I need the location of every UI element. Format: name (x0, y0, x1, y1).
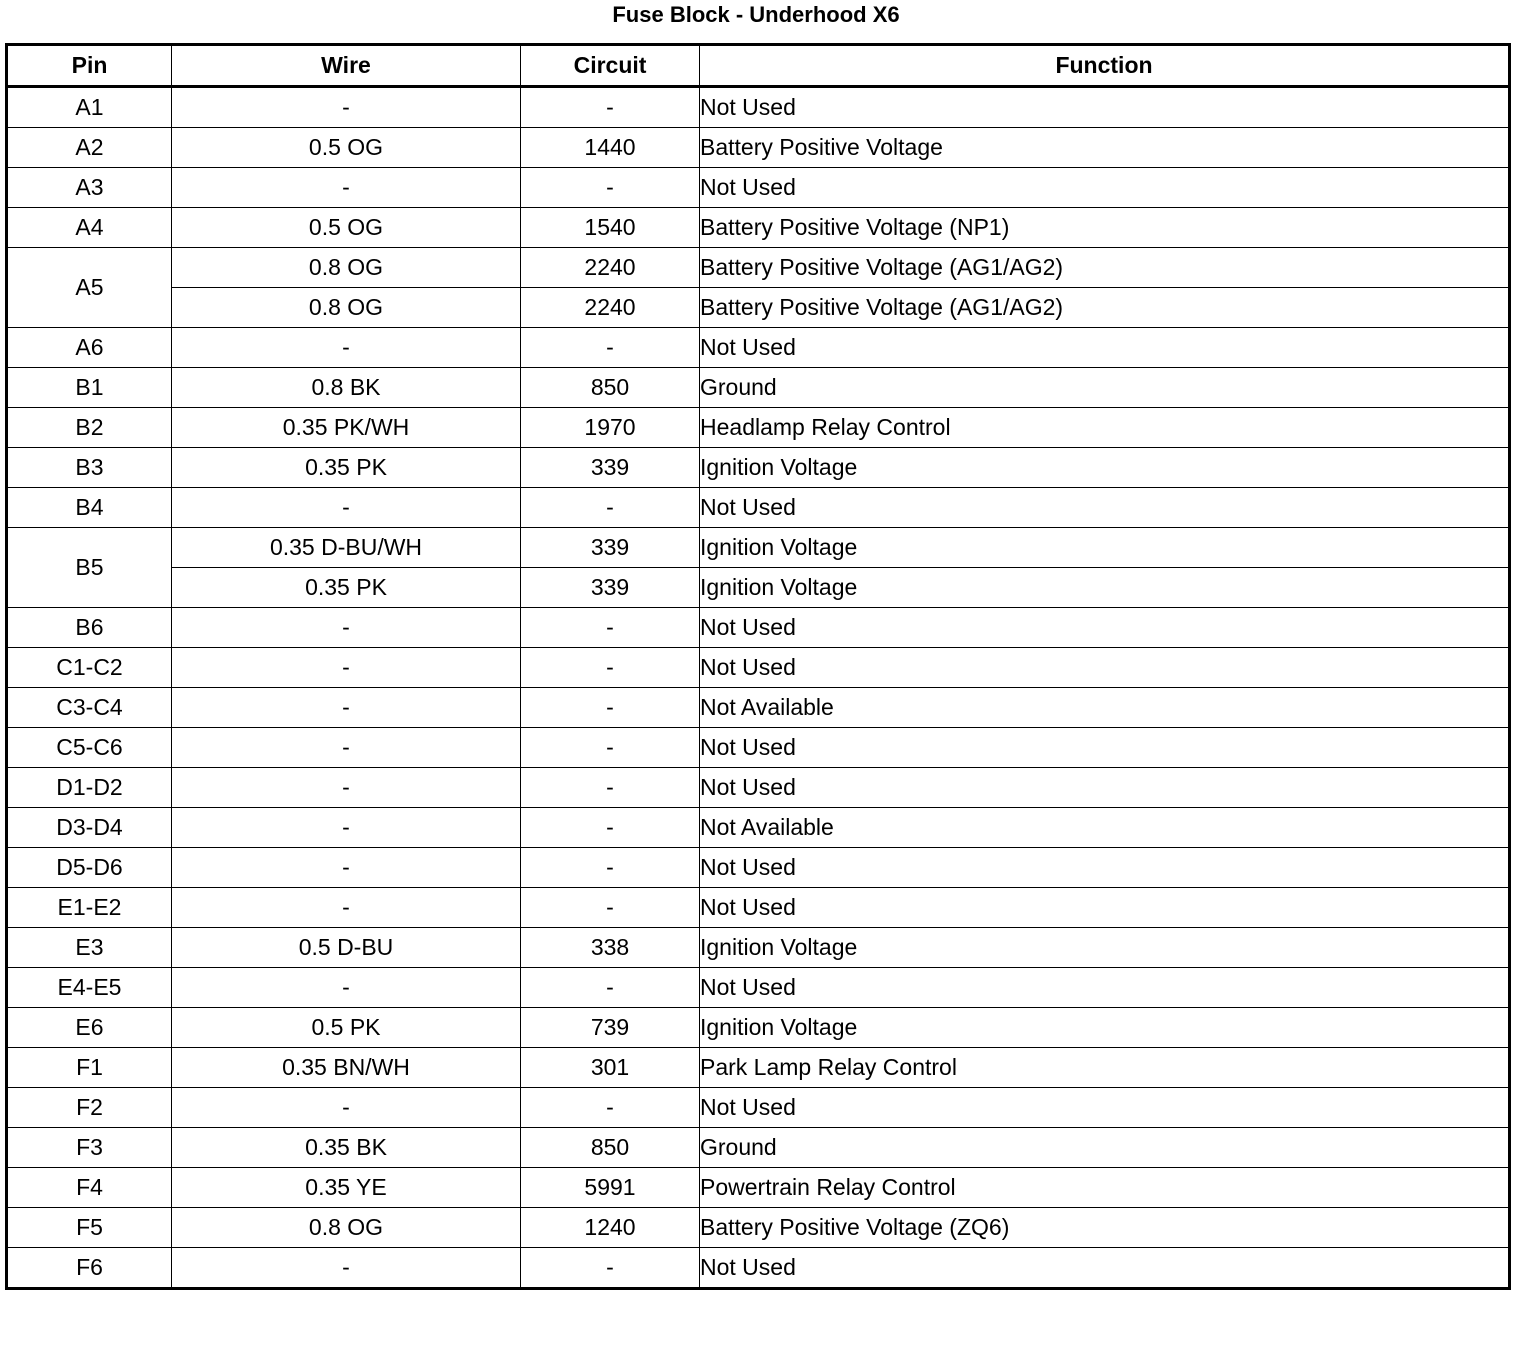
circuit-cell: - (521, 488, 700, 528)
wire-cell: 0.8 OG (172, 248, 521, 288)
pin-cell: C3-C4 (7, 688, 172, 728)
circuit-cell: - (521, 728, 700, 768)
function-cell: Battery Positive Voltage (AG1/AG2) (700, 248, 1510, 288)
wire-cell: 0.35 D-BU/WH (172, 528, 521, 568)
pin-cell: E6 (7, 1008, 172, 1048)
wire-cell: 0.5 OG (172, 208, 521, 248)
function-cell: Not Used (700, 888, 1510, 928)
circuit-cell: 2240 (521, 248, 700, 288)
function-cell: Not Used (700, 1088, 1510, 1128)
pin-cell: D1-D2 (7, 768, 172, 808)
circuit-cell: 301 (521, 1048, 700, 1088)
pin-cell: B5 (7, 528, 172, 608)
table-row (7, 568, 1510, 608)
pin-cell: B2 (7, 408, 172, 448)
table-row (7, 688, 1510, 728)
circuit-cell: 1440 (521, 128, 700, 168)
wire-cell: 0.5 PK (172, 1008, 521, 1048)
table-row (7, 808, 1510, 848)
function-cell: Not Available (700, 688, 1510, 728)
wire-cell: - (172, 848, 521, 888)
table-row (7, 168, 1510, 208)
circuit-cell: 1240 (521, 1208, 700, 1248)
function-cell: Not Used (700, 1248, 1510, 1289)
circuit-cell: 850 (521, 368, 700, 408)
wire-cell: - (172, 648, 521, 688)
pin-cell: D5-D6 (7, 848, 172, 888)
table-row (7, 1248, 1510, 1289)
wire-cell: 0.35 PK (172, 448, 521, 488)
wire-cell: 0.35 BN/WH (172, 1048, 521, 1088)
pin-cell: D3-D4 (7, 808, 172, 848)
header-circuit: Circuit (521, 45, 700, 87)
table-row (7, 368, 1510, 408)
table-row (7, 968, 1510, 1008)
pinout-table (5, 43, 1511, 1290)
function-cell: Not Used (700, 968, 1510, 1008)
function-cell: Battery Positive Voltage (AG1/AG2) (700, 288, 1510, 328)
circuit-cell: 339 (521, 528, 700, 568)
pin-cell: C1-C2 (7, 648, 172, 688)
function-cell: Not Used (700, 168, 1510, 208)
wire-cell: - (172, 808, 521, 848)
pinout-body (7, 87, 1510, 1289)
function-cell: Not Used (700, 328, 1510, 368)
function-cell: Headlamp Relay Control (700, 408, 1510, 448)
wire-cell: 0.8 BK (172, 368, 521, 408)
wire-cell: - (172, 87, 521, 128)
table-row (7, 1168, 1510, 1208)
wire-cell: - (172, 888, 521, 928)
table-row (7, 608, 1510, 648)
wire-cell: 0.35 BK (172, 1128, 521, 1168)
function-cell: Battery Positive Voltage (ZQ6) (700, 1208, 1510, 1248)
circuit-cell: 739 (521, 1008, 700, 1048)
pin-cell: A2 (7, 128, 172, 168)
table-row (7, 87, 1510, 128)
circuit-cell: - (521, 848, 700, 888)
circuit-cell: 1970 (521, 408, 700, 448)
circuit-cell: - (521, 168, 700, 208)
pin-cell: B4 (7, 488, 172, 528)
wire-cell: 0.35 YE (172, 1168, 521, 1208)
wire-cell: 0.5 D-BU (172, 928, 521, 968)
table-row (7, 528, 1510, 568)
page-title: Fuse Block - Underhood X6 (612, 2, 900, 27)
function-cell: Ignition Voltage (700, 1008, 1510, 1048)
table-row (7, 728, 1510, 768)
pin-cell: F6 (7, 1248, 172, 1289)
pin-cell: E4-E5 (7, 968, 172, 1008)
function-cell: Not Used (700, 848, 1510, 888)
table-row (7, 1128, 1510, 1168)
circuit-cell: 5991 (521, 1168, 700, 1208)
function-cell: Not Used (700, 648, 1510, 688)
circuit-cell: 2240 (521, 288, 700, 328)
table-row (7, 1048, 1510, 1088)
table-row (7, 928, 1510, 968)
pin-cell: F4 (7, 1168, 172, 1208)
circuit-cell: - (521, 688, 700, 728)
wire-cell: - (172, 768, 521, 808)
wire-cell: - (172, 168, 521, 208)
wire-cell: - (172, 488, 521, 528)
table-row (7, 208, 1510, 248)
pin-cell: A1 (7, 87, 172, 128)
pin-cell: A3 (7, 168, 172, 208)
function-cell: Battery Positive Voltage (700, 128, 1510, 168)
table-row (7, 128, 1510, 168)
table-row (7, 448, 1510, 488)
circuit-cell: - (521, 1248, 700, 1289)
function-cell: Ignition Voltage (700, 568, 1510, 608)
wire-cell: - (172, 1088, 521, 1128)
pin-cell: F1 (7, 1048, 172, 1088)
circuit-cell: - (521, 87, 700, 128)
function-cell: Not Used (700, 728, 1510, 768)
circuit-cell: - (521, 648, 700, 688)
table-row (7, 328, 1510, 368)
table-row (7, 848, 1510, 888)
wire-cell: - (172, 608, 521, 648)
table-row (7, 888, 1510, 928)
header-pin: Pin (7, 45, 172, 87)
pin-cell: B1 (7, 368, 172, 408)
circuit-cell: - (521, 1088, 700, 1128)
circuit-cell: 1540 (521, 208, 700, 248)
wire-cell: 0.35 PK/WH (172, 408, 521, 448)
pin-cell: E3 (7, 928, 172, 968)
circuit-cell: 339 (521, 448, 700, 488)
circuit-cell: 850 (521, 1128, 700, 1168)
circuit-cell: - (521, 808, 700, 848)
function-cell: Park Lamp Relay Control (700, 1048, 1510, 1088)
pin-cell: F2 (7, 1088, 172, 1128)
function-cell: Not Used (700, 87, 1510, 128)
table-row (7, 1088, 1510, 1128)
function-cell: Not Used (700, 768, 1510, 808)
table-row (7, 1008, 1510, 1048)
pin-cell: A5 (7, 248, 172, 328)
header-row (7, 45, 1510, 87)
function-cell: Not Used (700, 608, 1510, 648)
pin-cell: E1-E2 (7, 888, 172, 928)
function-cell: Ignition Voltage (700, 448, 1510, 488)
circuit-cell: - (521, 608, 700, 648)
pin-cell: F3 (7, 1128, 172, 1168)
function-cell: Not Available (700, 808, 1510, 848)
pin-cell: B6 (7, 608, 172, 648)
pin-cell: C5-C6 (7, 728, 172, 768)
function-cell: Not Used (700, 488, 1510, 528)
wire-cell: - (172, 1248, 521, 1289)
function-cell: Ignition Voltage (700, 928, 1510, 968)
pin-cell: F5 (7, 1208, 172, 1248)
table-row (7, 408, 1510, 448)
wire-cell: 0.5 OG (172, 128, 521, 168)
header-wire: Wire (172, 45, 521, 87)
circuit-cell: - (521, 968, 700, 1008)
pin-cell: B3 (7, 448, 172, 488)
circuit-cell: - (521, 328, 700, 368)
pin-cell: A6 (7, 328, 172, 368)
circuit-cell: - (521, 888, 700, 928)
wire-cell: - (172, 688, 521, 728)
circuit-cell: - (521, 768, 700, 808)
wire-cell: 0.8 OG (172, 288, 521, 328)
table-row (7, 288, 1510, 328)
table-row (7, 248, 1510, 288)
pin-cell: A4 (7, 208, 172, 248)
circuit-cell: 338 (521, 928, 700, 968)
function-cell: Ignition Voltage (700, 528, 1510, 568)
table-row (7, 768, 1510, 808)
wire-cell: 0.35 PK (172, 568, 521, 608)
header-function: Function (700, 45, 1510, 87)
table-row (7, 488, 1510, 528)
wire-cell: - (172, 728, 521, 768)
wire-cell: 0.8 OG (172, 1208, 521, 1248)
table-row (7, 648, 1510, 688)
table-row (7, 1208, 1510, 1248)
function-cell: Powertrain Relay Control (700, 1168, 1510, 1208)
circuit-cell: 339 (521, 568, 700, 608)
wire-cell: - (172, 328, 521, 368)
function-cell: Battery Positive Voltage (NP1) (700, 208, 1510, 248)
wire-cell: - (172, 968, 521, 1008)
function-cell: Ground (700, 1128, 1510, 1168)
function-cell: Ground (700, 368, 1510, 408)
